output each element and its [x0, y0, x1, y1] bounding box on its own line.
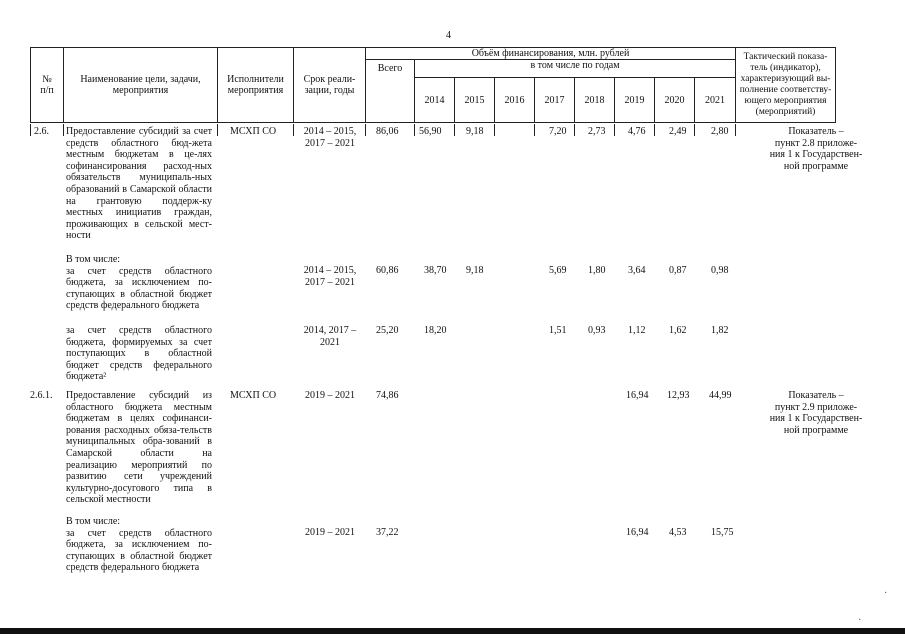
row-2020: 2,49 — [669, 126, 687, 137]
row-name: Предоставление субсидий за счет средств областного бюд-жета местным бюджетам в це-лях софинансирования расход-ных обязательств муниципаль-ных образований в Самарской области на грантовую поддерж-ку местных инициатив граждан, проживающих в сельской мест-ности — [66, 126, 212, 242]
row-term: 2019 – 2021 — [305, 527, 355, 538]
row-name: В том числе: за счет средств областного бюджета, за исключением по-ступающих в областной бюджет средств федерального бюджета — [66, 516, 212, 574]
scan-speck: · — [858, 615, 862, 626]
header-year-2021: 2021 — [695, 78, 736, 123]
header-num: № п/п — [31, 48, 64, 123]
row-2021: 1,82 — [711, 325, 729, 336]
header-year-2016: 2016 — [495, 78, 535, 123]
row-2019: 16,94 — [626, 527, 649, 538]
table-body — [30, 124, 863, 584]
header-name: Наименование цели, задачи, мероприятия — [64, 48, 218, 123]
row-2018: 0,93 — [588, 325, 606, 336]
header-year-2018: 2018 — [575, 78, 615, 123]
row-2017: 7,20 — [549, 126, 567, 137]
row-total: 37,22 — [376, 527, 399, 538]
row-2014: 38,70 — [424, 265, 447, 276]
row-2021: 0,98 — [711, 265, 729, 276]
row-total: 74,86 — [376, 390, 399, 401]
row-name: В том числе: за счет средств областного бюджета, за исключением по-ступающих в областной бюджет средств федерального бюджета — [66, 254, 212, 312]
row-num: 2.6. — [34, 126, 49, 137]
header-funding: Объём финансирования, млн. рублей — [366, 48, 736, 60]
page-number: 4 — [446, 30, 451, 41]
row-executor: МСХП СО — [230, 126, 277, 137]
header-year-2015: 2015 — [455, 78, 495, 123]
scan-speck: · — [884, 588, 888, 599]
row-name: Предоставление субсидий из областного бюджета местным бюджетам в целях софинанси-рования расходных обяза-тельств муниципальных обра-зований в Самарской области на реализацию мероприятий по развитию сети учреждений культурно-досугового типа в сельской местности — [66, 390, 212, 506]
row-total: 86,06 — [376, 126, 399, 137]
row-term: 2019 – 2021 — [305, 390, 355, 401]
row-2019: 1,12 — [628, 325, 646, 336]
row-num: 2.6.1. — [30, 390, 53, 401]
row-2019: 4,76 — [628, 126, 646, 137]
bottom-rule — [0, 628, 905, 634]
row-2019: 3,64 — [628, 265, 646, 276]
row-2020: 1,62 — [669, 325, 687, 336]
header-indicator: Тактический показа- тель (индикатор), характеризующий вы- полнение соответству- ющего мероприятия (мероприятий) — [736, 48, 836, 123]
row-2019: 16,94 — [626, 390, 649, 401]
header-by-years: в том числе по годам — [415, 60, 736, 78]
row-executor: МСХП СО — [230, 390, 277, 401]
row-2021: 15,75 — [711, 527, 734, 538]
header-year-2014: 2014 — [415, 78, 455, 123]
row-2021: 2,80 — [711, 126, 729, 137]
row-indicator: Показатель – пункт 2.9 приложе- ния 1 к Государствен- ной программе — [769, 390, 863, 436]
header-table — [30, 47, 836, 123]
row-2018: 2,73 — [588, 126, 606, 137]
header-year-2019: 2019 — [615, 78, 655, 123]
row-term: 2014 – 2015, 2017 – 2021 — [303, 126, 357, 149]
header-executors: Исполнители мероприятия — [218, 48, 294, 123]
first-row-borders — [30, 124, 767, 136]
row-total: 60,86 — [376, 265, 399, 276]
row-total: 25,20 — [376, 325, 399, 336]
row-2017: 1,51 — [549, 325, 567, 336]
row-2020: 12,93 — [667, 390, 690, 401]
row-2015: 9,18 — [466, 265, 484, 276]
row-term: 2014, 2017 – 2021 — [303, 325, 357, 348]
row-term: 2014 – 2015, 2017 – 2021 — [303, 265, 357, 288]
row-2020: 4,53 — [669, 527, 687, 538]
row-2020: 0,87 — [669, 265, 687, 276]
row-2014: 56,90 — [419, 126, 442, 137]
row-2017: 5,69 — [549, 265, 567, 276]
row-2015: 9,18 — [466, 126, 484, 137]
row-2014: 18,20 — [424, 325, 447, 336]
header-total: Всего — [366, 60, 415, 123]
header-year-2017: 2017 — [535, 78, 575, 123]
row-2018: 1,80 — [588, 265, 606, 276]
row-name: за счет средств областного бюджета, формируемых за счет поступающих в областной бюджет средств федерального бюджета² — [66, 325, 212, 383]
row-2021: 44,99 — [709, 390, 732, 401]
header-term: Срок реали- зации, годы — [294, 48, 366, 123]
header-year-2020: 2020 — [655, 78, 695, 123]
row-indicator: Показатель – пункт 2.8 приложе- ния 1 к Государствен- ной программе — [769, 126, 863, 172]
